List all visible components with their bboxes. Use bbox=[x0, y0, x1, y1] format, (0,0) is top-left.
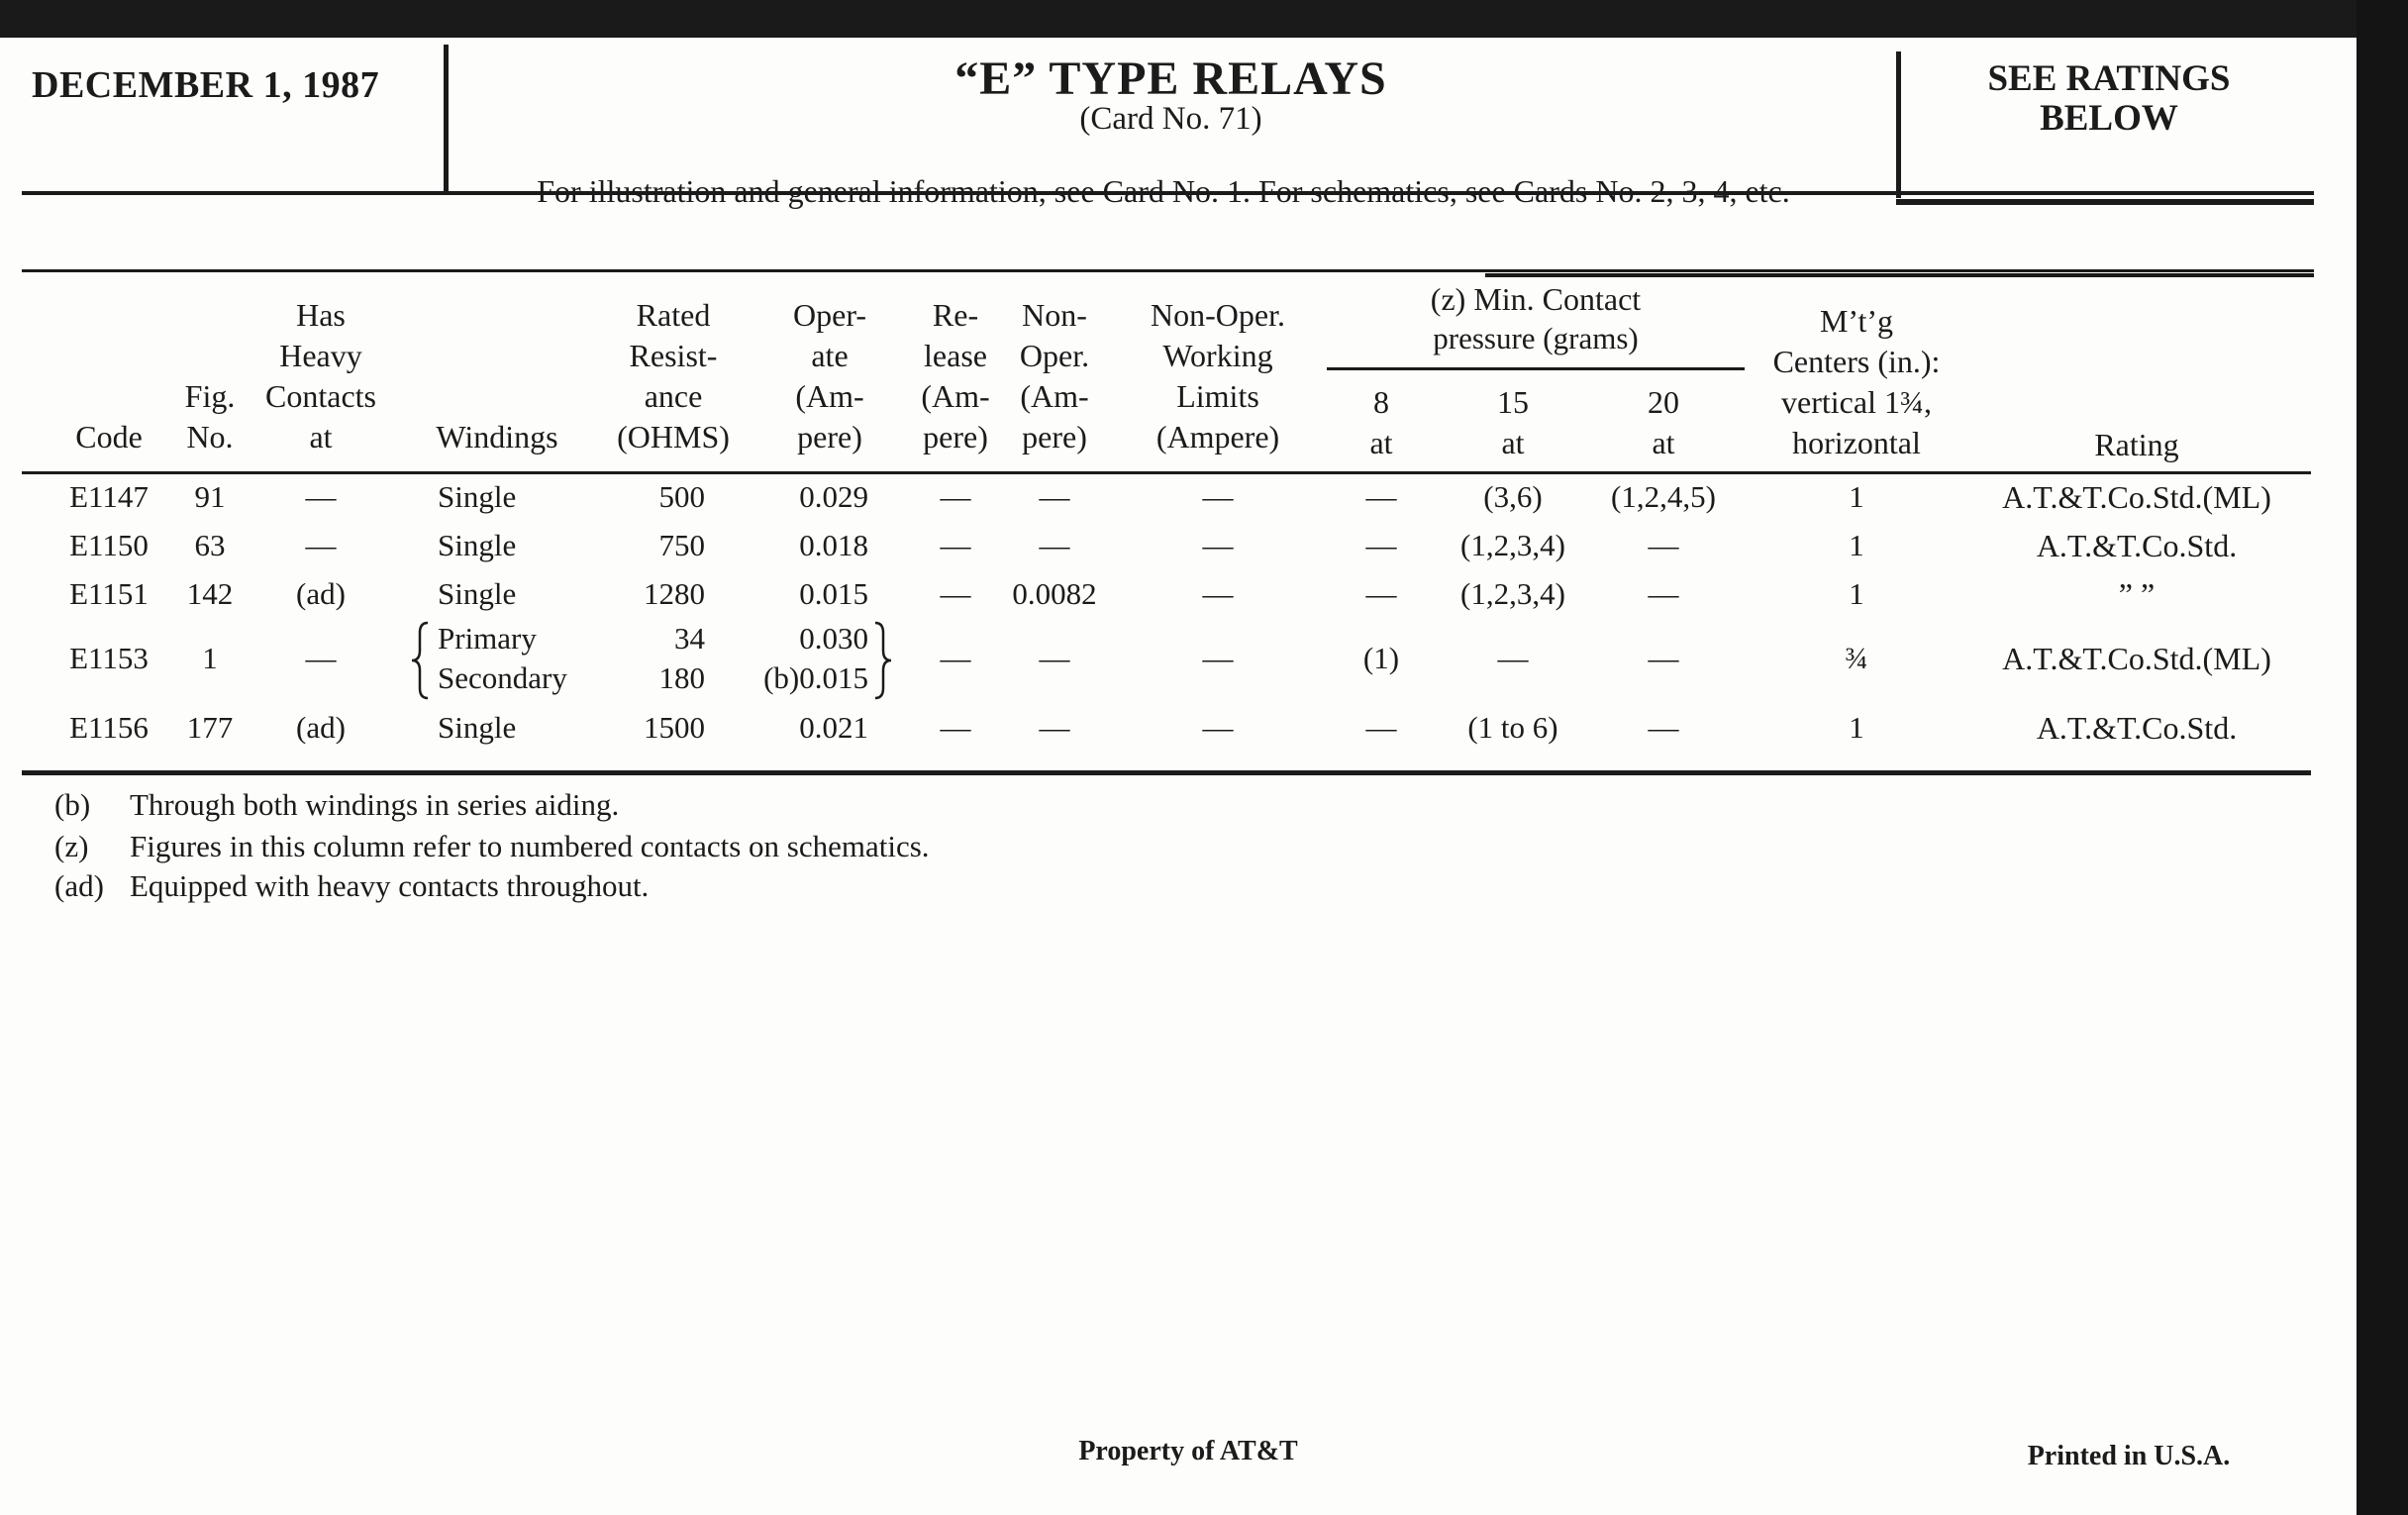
cell-heavy: — bbox=[305, 641, 337, 675]
cell-code: E1153 bbox=[69, 641, 149, 675]
cell-windings: Single bbox=[438, 479, 517, 514]
column-header-p8: 8 bbox=[1373, 384, 1389, 420]
column-header-operate: Oper- bbox=[793, 297, 866, 333]
background-edge bbox=[2357, 0, 2408, 1515]
cell-code: E1150 bbox=[69, 528, 149, 562]
cell-code: E1156 bbox=[69, 710, 149, 745]
column-header-p8: at bbox=[1369, 425, 1393, 460]
cell-fig: 63 bbox=[194, 528, 226, 562]
cell-p15: (1,2,3,4) bbox=[1460, 576, 1565, 611]
cell-release: — bbox=[940, 528, 971, 562]
column-header-pressure-group: (z) Min. Contact bbox=[1430, 281, 1642, 317]
cell-resistance: 750 bbox=[658, 528, 705, 562]
cell-p20: — bbox=[1648, 641, 1679, 675]
cell-heavy: (ad) bbox=[296, 710, 346, 745]
card-title: “E” TYPE RELAYS bbox=[954, 52, 1387, 105]
relay-card bbox=[0, 38, 2357, 1515]
column-header-fig: No. bbox=[186, 419, 234, 454]
card-date: DECEMBER 1, 1987 bbox=[32, 64, 380, 106]
column-header-p15: 15 bbox=[1497, 384, 1529, 420]
cell-limits: — bbox=[1202, 710, 1234, 745]
footnote-z bbox=[54, 829, 930, 864]
table-top-rule bbox=[22, 269, 2314, 272]
card-number: (Card No. 71) bbox=[1079, 101, 1262, 137]
footnote-text: Through both windings in series aiding. bbox=[130, 787, 620, 822]
column-header-pressure-group: pressure (grams) bbox=[1433, 321, 1639, 355]
cell-p20: — bbox=[1648, 576, 1679, 611]
cell-rating: ” ” bbox=[2118, 576, 2156, 612]
column-header-resistance: ance bbox=[644, 378, 703, 414]
cell-resistance: 34 bbox=[674, 621, 705, 656]
cell-rating: A.T.&T.Co.Std. bbox=[2036, 710, 2238, 746]
cell-heavy: — bbox=[305, 528, 337, 562]
column-header-rating: Rating bbox=[2094, 427, 2179, 462]
column-header-resistance: Rated bbox=[636, 297, 711, 333]
column-header-limits: Working bbox=[1162, 338, 1273, 373]
cell-operate: 0.015 bbox=[799, 576, 868, 611]
cell-p15: (1 to 6) bbox=[1467, 710, 1558, 745]
cell-operate: 0.029 bbox=[799, 479, 868, 514]
footnote-key: (ad) bbox=[54, 868, 104, 903]
column-header-limits: Non-Oper. bbox=[1151, 297, 1285, 333]
cell-p15: (1,2,3,4) bbox=[1460, 528, 1565, 562]
cell-nonoper: — bbox=[1039, 710, 1070, 745]
cell-nonoper: — bbox=[1039, 641, 1070, 675]
footnote-text: Equipped with heavy contacts throughout. bbox=[130, 868, 650, 903]
cell-windings: Primary bbox=[438, 621, 537, 656]
table-top-rule-right bbox=[1485, 273, 2314, 277]
column-header-fig: Fig. bbox=[184, 378, 236, 414]
cell-rating: A.T.&T.Co.Std. bbox=[2036, 528, 2238, 563]
column-header-p20: 20 bbox=[1648, 384, 1679, 420]
table-bottom-rule bbox=[22, 770, 2311, 775]
column-header-release: (Am- bbox=[921, 378, 990, 414]
column-header-limits: Limits bbox=[1176, 378, 1259, 414]
cell-p8: — bbox=[1365, 710, 1397, 745]
column-header-nonoper: (Am- bbox=[1020, 378, 1089, 414]
footnote-text: Figures in this column refer to numbered contacts on schematics. bbox=[130, 829, 930, 863]
cell-rating: A.T.&T.Co.Std.(ML) bbox=[2002, 479, 2271, 515]
footer-property: Property of AT&T bbox=[1078, 1436, 1298, 1466]
cell-mtg: 1 bbox=[1849, 710, 1864, 745]
cell-mtg: 1 bbox=[1849, 576, 1864, 611]
cell-nonoper: — bbox=[1039, 528, 1070, 562]
cell-limits: — bbox=[1202, 641, 1234, 675]
cell-fig: 91 bbox=[194, 479, 226, 514]
column-header-heavy: Contacts bbox=[265, 378, 376, 414]
cell-p8: — bbox=[1365, 479, 1397, 514]
column-header-operate: ate bbox=[811, 338, 849, 373]
column-header-p20: at bbox=[1652, 425, 1675, 460]
cell-p20: — bbox=[1648, 528, 1679, 562]
column-header-mtg: Centers (in.): bbox=[1772, 344, 1941, 379]
pressure-group-rule bbox=[1327, 367, 1745, 370]
column-header-heavy: Heavy bbox=[279, 338, 362, 373]
info-line: For illustration and general information, see Card No. 1. For schematics, see Cards No. 2, 3, 4, etc. bbox=[537, 173, 1790, 209]
column-header-mtg: horizontal bbox=[1792, 425, 1921, 460]
cell-p8: (1) bbox=[1362, 641, 1400, 675]
cell-limits: — bbox=[1202, 576, 1234, 611]
cell-p20: (1,2,4,5) bbox=[1611, 479, 1716, 514]
cell-nonoper: 0.0082 bbox=[1012, 576, 1097, 611]
header-bottom-rule bbox=[22, 471, 2311, 474]
cell-operate: 0.030 bbox=[799, 621, 868, 656]
cell-resistance: 1500 bbox=[644, 710, 705, 745]
cell-windings: Single bbox=[438, 528, 517, 562]
cell-p8: — bbox=[1365, 528, 1397, 562]
column-header-nonoper: pere) bbox=[1022, 419, 1087, 454]
column-header-mtg: M’t’g bbox=[1819, 303, 1894, 339]
cell-code: E1147 bbox=[69, 479, 149, 514]
footer-printed: Printed in U.S.A. bbox=[2027, 1441, 2231, 1471]
column-header-mtg: vertical 1¾, bbox=[1781, 384, 1932, 420]
column-header-windings: Windings bbox=[436, 419, 558, 454]
cell-resistance: 180 bbox=[658, 660, 705, 695]
column-header-release: pere) bbox=[923, 419, 988, 454]
cell-release: — bbox=[940, 479, 971, 514]
cell-nonoper: — bbox=[1039, 479, 1070, 514]
cell-fig: 1 bbox=[202, 641, 218, 675]
column-header-heavy: Has bbox=[296, 297, 346, 333]
cell-p15: (3,6) bbox=[1483, 479, 1543, 514]
footnote-key: (z) bbox=[54, 829, 89, 863]
cell-mtg: 1 bbox=[1849, 528, 1864, 562]
cell-release: — bbox=[940, 576, 971, 611]
column-header-operate: (Am- bbox=[795, 378, 864, 414]
cell-fig: 142 bbox=[186, 576, 234, 611]
column-header-resistance: Resist- bbox=[629, 338, 718, 373]
left-brace-icon bbox=[408, 621, 432, 700]
cell-windings: Single bbox=[438, 576, 517, 611]
cell-rating: A.T.&T.Co.Std.(ML) bbox=[2002, 641, 2271, 676]
column-header-release: lease bbox=[924, 338, 987, 373]
column-header-release: Re- bbox=[932, 297, 979, 333]
cell-operate: 0.018 bbox=[799, 528, 868, 562]
cell-limits: — bbox=[1202, 479, 1234, 514]
column-header-nonoper: Non- bbox=[1022, 297, 1087, 333]
column-header-nonoper: Oper. bbox=[1019, 338, 1090, 373]
cell-mtg: 1 bbox=[1849, 479, 1864, 514]
column-header-operate: pere) bbox=[797, 419, 862, 454]
cell-resistance: 1280 bbox=[644, 576, 705, 611]
cell-windings: Secondary bbox=[438, 660, 567, 695]
cell-limits: — bbox=[1202, 528, 1234, 562]
cell-mtg: ¾ bbox=[1845, 641, 1868, 675]
column-header-p15: at bbox=[1501, 425, 1525, 460]
cell-heavy: — bbox=[305, 479, 337, 514]
cell-windings: Single bbox=[438, 710, 517, 745]
cell-heavy: (ad) bbox=[296, 576, 346, 611]
footnote-ad bbox=[54, 868, 649, 904]
footnote-b bbox=[54, 787, 619, 823]
cell-release: — bbox=[940, 641, 971, 675]
cell-fig: 177 bbox=[186, 710, 234, 745]
cell-p20: — bbox=[1648, 710, 1679, 745]
cell-code: E1151 bbox=[69, 576, 149, 611]
cell-p15: — bbox=[1497, 641, 1529, 675]
ratings-note bbox=[1901, 59, 2317, 139]
footnote-key: (b) bbox=[54, 787, 91, 822]
ratings-line-1: SEE RATINGS bbox=[1987, 58, 2231, 99]
cell-release: — bbox=[940, 710, 971, 745]
column-header-code: Code bbox=[75, 419, 143, 454]
column-header-resistance: (OHMS) bbox=[617, 419, 730, 454]
cell-operate: 0.021 bbox=[799, 710, 868, 745]
cell-resistance: 500 bbox=[658, 479, 705, 514]
ratings-line-2: BELOW bbox=[2040, 98, 2178, 139]
column-header-limits: (Ampere) bbox=[1155, 419, 1280, 454]
right-brace-icon bbox=[871, 621, 895, 700]
cell-p8: — bbox=[1365, 576, 1397, 611]
column-header-heavy: at bbox=[309, 419, 333, 454]
cell-operate: (b)0.015 bbox=[763, 660, 868, 695]
